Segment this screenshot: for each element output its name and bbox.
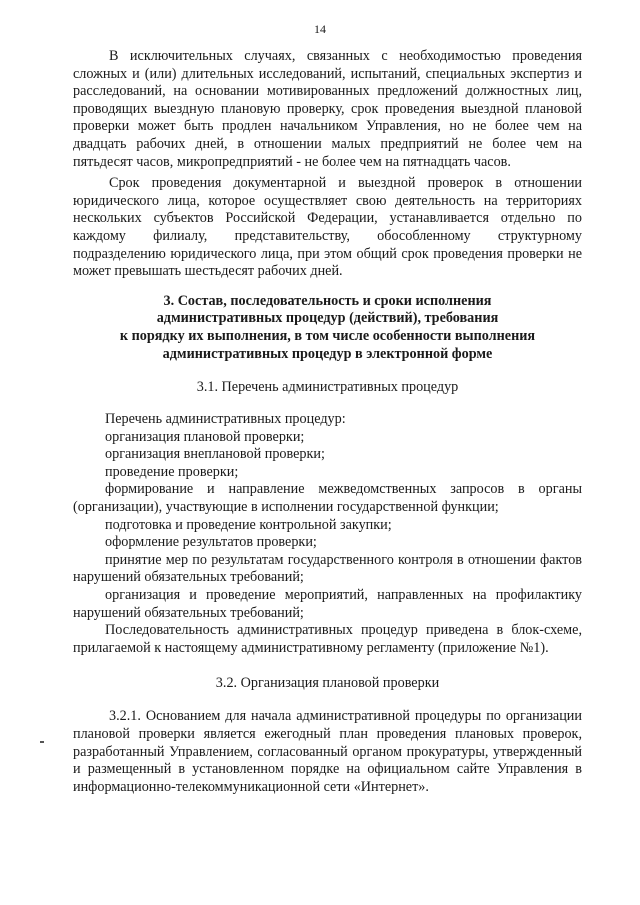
subsection-3-2-title: 3.2. Организация плановой проверки: [215, 675, 440, 692]
scan-artifact-mark: [40, 741, 44, 743]
list-item: организация и проведение мероприятий, направленных на профилактику нарушений обязательных требований;: [73, 587, 582, 621]
subsection-3-1-title: 3.1. Перечень административных процедур: [196, 379, 459, 396]
section-3-heading: [73, 293, 582, 363]
document-body: [73, 48, 582, 796]
paragraph-extension-of-inspection: В исключительных случаях, связанных с необходимостью проведения сложных и (или) длительных исследований, испытаний, специальных экспертиз и расследований, на основании мотивированных предложений должностных лиц, проводящих выездную плановую проверку, срок проведения выездной плановой проверки может быть продлен начальником Управления, но не более чем на двадцать рабочих дней, в отношении малых предприятий не более чем на пятьдесят часов, микропредприятий - не более чем на пятнадцать часов.: [73, 48, 582, 170]
list-item: формирование и направление межведомственных запросов в органы (организации), участвующие в исполнении государственной функции;: [73, 481, 582, 516]
list-item: оформление результатов проверки;: [105, 534, 317, 551]
section-3-heading-line: административных процедур в электронной форме: [162, 345, 493, 362]
list-item: Перечень административных процедур:: [105, 411, 346, 428]
list-item: принятие мер по результатам государственного контроля в отношении фактов нарушений обязательных требований;: [73, 551, 582, 586]
paragraph-3-2-1: 3.2.1. Основанием для начала административной процедуры по организации плановой проверки является ежегодный план проведения плановых проверок, разработанный Управлением, согласованный органом прокуратуры, утвержденный и размещенный в установленном порядке на официальном сайте Управления в информационно-телекоммуникационной сети «Интернет».: [73, 708, 582, 795]
list-item: подготовка и проведение контрольной закупки;: [105, 516, 392, 533]
section-3-heading-line: к порядку их выполнения, в том числе особенности выполнения: [119, 327, 536, 344]
section-3-heading-line: административных процедур (действий), требования: [156, 310, 499, 327]
list-item: проведение проверки;: [105, 463, 239, 480]
list-item: организация плановой проверки;: [105, 428, 305, 445]
procedures-list: [73, 411, 582, 657]
list-item: организация внеплановой проверки;: [105, 446, 325, 463]
page-number: 14: [314, 22, 326, 36]
section-3-heading-line: 3. Состав, последовательность и сроки исполнения: [163, 292, 492, 309]
paragraph-inspection-term-multiregion: Срок проведения документарной и выездной проверок в отношении юридического лица, которое осуществляет свою деятельность на территориях нескольких субъектов Российской Федерации, устанавливается отдельно по каждому филиалу, представительству, обособленному структурному подразделению юридического лица, при этом общий срок проведения проверки не может превышать шестьдесят рабочих дней.: [73, 175, 582, 280]
list-item: Последовательность административных процедур приведена в блок-схеме, прилагаемой к настоящему административному регламенту (приложение №1).: [73, 622, 582, 656]
